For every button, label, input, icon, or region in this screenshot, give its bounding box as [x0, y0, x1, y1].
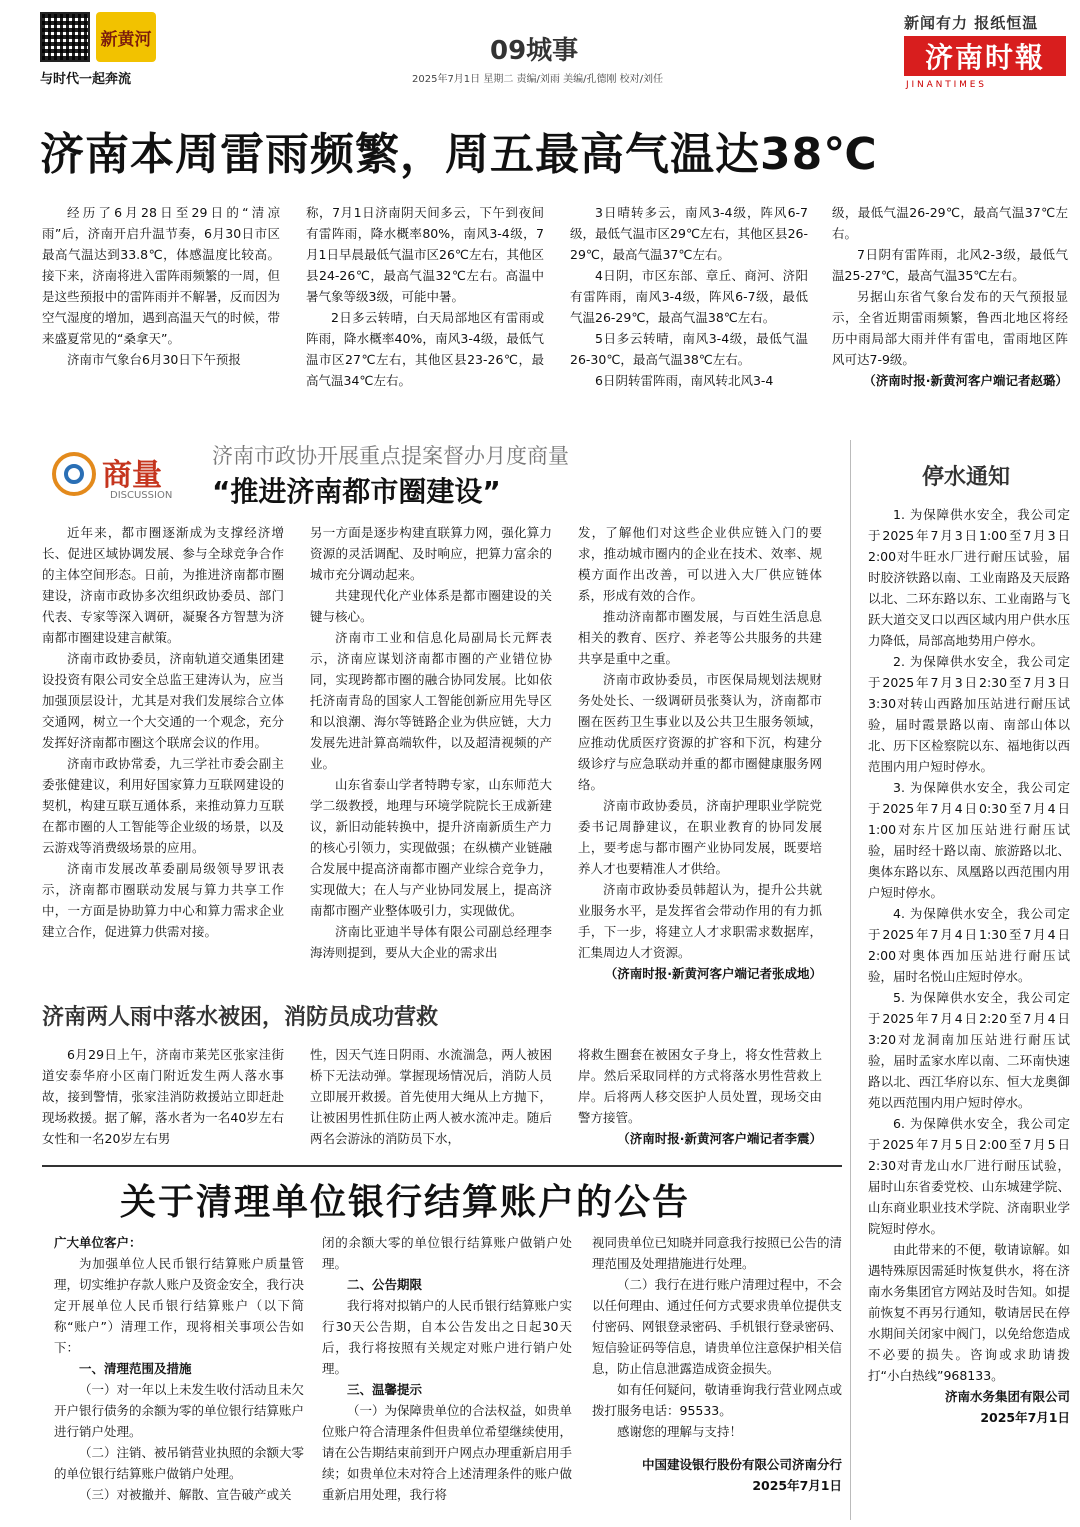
page-label: 09城事: [490, 36, 579, 66]
paragraph: 近年来，都市圈逐渐成为支撑经济增长、促进区域协调发展、参与全球竞争合作的主体空间形态。日前，为推进济南都市圈建设，济南市政协多次组织政协委员、部门代表、专家等深入调研，凝聚各方智慧为济南都市圈建设建言献策。: [42, 525, 284, 645]
weather-col-2: [306, 202, 544, 392]
paragraph: 5. 为保障供水安全，我公司定于2025年7月4日2:20至7月4日3:20对龙洞南加压站进行耐压试验，届时孟家水库以南、二环南快速路以北、西江华府以东、恒大龙奥御苑以西范围内用户短时停水。: [868, 990, 1070, 1110]
paragraph: 2. 为保障供水安全，我公司定于2025年7月3日2:30至7月3日3:30对转山西路加压站进行耐压试验，届时霞景路以南、南部山体以北、历下区检察院以东、福地街以西范围内用户短时停水。: [868, 654, 1070, 774]
paragraph: 济南市政协委员，市医保局规划法规财务处处长、一级调研员张葵认为，济南都市圈在医药卫生事业以及公共卫生服务领域，应推动优质医疗资源的扩容和下沉，构建分级诊疗与应急联动并重的都市圈健康服务网络。: [578, 672, 822, 792]
paragraph: （一）为保障贵单位的合法权益，如贵单位账户符合清理条件但贵单位希望继续使用，请在公告期结束前到开户网点办理重新启用手续；如贵单位未对符合上述清理条件的账户做重新启用处理，我行将: [322, 1403, 573, 1502]
paragraph: 6月29日上午，济南市莱芜区张家洼街道安泰华府小区南门附近发生两人落水事故，接到警情，张家洼消防救援站立即赶赴现场救援。据了解，落水者为一名40岁左右女性和一名20岁左右男: [42, 1047, 284, 1146]
slogan-left: 与时代一起奔流: [40, 72, 132, 87]
water-notice-body: [868, 504, 1070, 1522]
slogan-right: 新闻有力 报纸恒温: [904, 14, 1039, 32]
paragraph: 济南市发展改革委副局级领导罗讯表示，济南都市圈联动发展与算力共享工作中，一方面是协助算力中心和算力需求企业建立合作，促进算力供需对接。: [42, 861, 284, 939]
discussion-logo-icon: [52, 452, 96, 496]
bank-date: 2025年7月1日: [752, 1478, 842, 1493]
section-heading: 二、公告期限: [347, 1277, 423, 1292]
paragraph: 闭的余额大零的单位银行结算账户做销户处理。: [322, 1235, 572, 1271]
weather-col-1: [42, 202, 280, 392]
paragraph: 级，最低气温26-29℃，最高气温37℃左右。: [832, 205, 1068, 241]
rescue-col-2: [310, 1044, 552, 1154]
paragraph: 4. 为保障供水安全，我公司定于2025年7月4日1:30至7月4日2:00对奥体西加压站进行耐压试验，届时名悦山庄短时停水。: [868, 906, 1070, 984]
discussion-col-2: [310, 522, 552, 966]
salutation: 广大单位客户：: [54, 1235, 142, 1250]
rescue-col-3: [578, 1044, 822, 1154]
paragraph: 济南市政协委员，济南护理职业学院党委书记周静建议，在职业教育的协同发展上，要考虑与都市圈产业协同发展，既要培养人才也要精准人才供给。: [578, 798, 822, 876]
paragraph: 我行将对拟销户的人民币银行结算账户实行30天公告期，自本公告发出之日起30天后，我行将按照有关规定对账户进行销户处理。: [322, 1298, 573, 1376]
paragraph: 为加强单位人民币银行结算账户质量管理，切实维护存款人账户及资金安全，我行决定开展单位人民币银行结算账户（以下简称“账户”）清理工作，现将相关事项公告如下：: [54, 1256, 305, 1355]
weather-col-4: [832, 202, 1068, 392]
section-heading: 一、清理范围及措施: [79, 1361, 192, 1376]
weather-col-3: [570, 202, 808, 392]
divider: [42, 1165, 842, 1167]
paragraph: 经历了6月28日至29日的“清凉雨”后，济南开启升温节奏，6月30日市区最高气温达到33.8℃，体感温度比较高。接下来，济南将进入雷阵雨频繁的一周，但是这些预报中的雷阵雨并不解暑，反而因为空气湿度的增加，遇到高温天气的时候，带来盛夏常见的“桑拿天”。: [42, 205, 280, 346]
bank-notice-headline: 关于清理单位银行结算账户的公告: [120, 1182, 691, 1223]
paragraph: 视同贵单位已知晓并同意我行按照已公告的清理范围及处理措施进行处理。: [592, 1235, 843, 1271]
bank-notice-col-3: [592, 1232, 842, 1522]
paragraph: 济南比亚迪半导体有限公司副总经理李海涛则提到，要从大企业的需求出: [310, 924, 552, 960]
paragraph: 1. 为保障供水安全，我公司定于2025年7月3日1:00至7月3日2:00对牛旺水厂进行耐压试验，届时胶济铁路以南、工业南路及天辰路以北、二环东路以东、工业南路与飞跃大道交叉口以西区域内用户供水压力降低，局部高地势用户停水。: [868, 507, 1070, 648]
paper-name-en: J I N A N T I M E S: [906, 80, 984, 90]
paragraph: （一）对一年以上未发生收付活动且未欠开户银行债务的余额为零的单位银行结算账户进行销户处理。: [54, 1382, 305, 1439]
water-notice-title: 停水通知: [922, 465, 1011, 490]
paragraph: 另一方面是逐步构建直联算力网，强化算力资源的灵活调配、及时响应，把算力富余的城市充分调动起来。: [310, 525, 552, 582]
paragraph: 济南市政协常委，九三学社市委会副主委张健建议，利用好国家算力互联网建设的契机，构建互联互通体系，来推动算力互联在都市圈的人工智能等企业级的场景，以及云游戏等消费级场景的应用。: [42, 756, 284, 855]
qr-code: [40, 12, 90, 62]
discussion-kicker: 济南市政协开展重点提案督办月度商量: [212, 444, 569, 468]
paragraph: 性，因天气连日阴雨、水流湍急，两人被困桥下无法动弹。掌握现场情况后，消防人员立即展开救援。首先使用大绳从上方抛下，让被困男性抓住防止两人被水流冲走。随后两名会游泳的消防员下水，: [310, 1047, 552, 1146]
paragraph: 3. 为保障供水安全，我公司定于2025年7月4日0:30至7月4日1:00对东片区加压站进行耐压试验，届时经十路以南、旅游路以北、奥体东路以东、凤凰路以西范围内用户短时停水。: [868, 780, 1070, 900]
section-heading: 三、温馨提示: [347, 1382, 423, 1397]
jinan-times-logo: 济南时報: [904, 36, 1066, 76]
xinhuanghe-logo: 新黄河: [96, 12, 156, 62]
paragraph: 感谢您的理解与支持！: [617, 1424, 743, 1439]
paragraph: 共建现代化产业体系是都市圈建设的关键与核心。: [310, 588, 552, 624]
weather-headline: 济南本周雷雨频繁，周五最高气温达38℃: [40, 129, 878, 180]
water-signer: 济南水务集团有限公司: [944, 1389, 1070, 1404]
byline: （济南时报·新黄河客户端记者张成地）: [604, 966, 822, 981]
paragraph: 4日阴，市区东部、章丘、商河、济阳有雷阵雨，南风3-4级，阵风6-7级，最低气温26-29℃，最高气温38℃左右。: [570, 268, 808, 325]
paragraph: （二）我行在进行账户清理过程中，不会以任何理由、通过任何方式要求贵单位提供支付密码、网银登录密码、手机银行登录密码、短信验证码等信息，请贵单位注意保护相关信息，防止信息泄露造成资金损失。: [592, 1277, 843, 1376]
paragraph: 称，7月1日济南阴天间多云，下午到夜间有雷阵雨，降水概率80%，南风3-4级，7月1日早晨最低气温市区26℃左右，其他区县24-26℃，最高气温32℃左右。高温中暑气象等级3级，可能中暑。: [306, 205, 544, 304]
paragraph: 2日多云转晴，白天局部地区有雷雨或阵雨，降水概率40%，南风3-4级，最低气温市区27℃左右，其他区县23-26℃，最高气温34℃左右。: [306, 310, 544, 388]
column-divider: [850, 440, 851, 1520]
rescue-headline: 济南两人雨中落水被困，消防员成功营救: [42, 1005, 439, 1030]
rescue-col-1: [42, 1044, 284, 1154]
paragraph: 6. 为保障供水安全，我公司定于2025年7月5日2:00至7月5日2:30对青龙山水厂进行耐压试验，届时山东省委党校、山东城建学院、山东商业职业技术学院、济南职业学院短时停水。: [868, 1116, 1070, 1236]
paragraph: 济南市政协委员，济南轨道交通集团建设投资有限公司安全总监王建涛认为，应当加强顶层设计，尤其是对我们发展综合立体交通网，树立一个大交通的一个观念，充分发挥好济南都市圈这个联席会议的作用。: [42, 651, 284, 750]
paragraph: 由此带来的不便，敬请谅解。如遇特殊原因需延时恢复供水，将在济南水务集团官方网站及时告知。如提前恢复不再另行通知，敬请居民在停水期间关闭家中阀门，以免给您造成不必要的损失。咨询或求助请拨打“小白热线”968133。: [868, 1242, 1070, 1383]
bank-signer: 中国建设银行股份有限公司济南分行: [641, 1457, 842, 1472]
byline: （济南时报·新黄河客户端记者赵璐）: [863, 373, 1068, 388]
paragraph: （二）注销、被吊销营业执照的余额大零的单位银行结算账户做销户处理。: [54, 1445, 305, 1481]
bank-notice-col-1: [54, 1232, 304, 1522]
paragraph: 将救生圈套在被困女子身上，将女性营救上岸。然后采取同样的方式将落水男性营救上岸。后将两人移交医护人员处置，现场交由警方接管。: [578, 1047, 822, 1125]
discussion-headline: “推进济南都市圈建设”: [212, 475, 501, 508]
paragraph: 山东省泰山学者特聘专家，山东师范大学二级教授，地理与环境学院院长王成新建议，新旧动能转换中，提升济南新质生产力的核心引领力，实现做强；在纵横产业链融合发展中提高济南都市圈产业综合竞争力，实现做大；在人与产业协同发展上，提高济南都市圈产业整体吸引力，实现做优。: [310, 777, 552, 918]
paragraph: 3日晴转多云，南风3-4级，阵风6-7级，最低气温市区29℃左右，其他区县26-29℃，最高气温37℃左右。: [570, 205, 808, 262]
paragraph: 另据山东省气象台发布的天气预报显示，全省近期雷雨频繁，鲁西北地区将经历中雨局部大雨并伴有雷电，雷雨地区阵风可达7-9级。: [832, 289, 1068, 367]
water-date: 2025年7月1日: [980, 1410, 1070, 1425]
paragraph: 发，了解他们对这些企业供应链入门的要求，推动城市圈内的企业在技术、效率、规模方面作出改善，可以进入大厂供应链体系，形成有效的合作。: [578, 525, 822, 603]
paragraph: 7日阴有雷阵雨，北风2-3级，最低气温25-27℃，最高气温35℃左右。: [832, 247, 1068, 283]
discussion-badge: 商量: [102, 458, 162, 493]
byline: （济南时报·新黄河客户端记者李震）: [617, 1131, 822, 1146]
paragraph: 济南市气象台6月30日下午预报: [67, 352, 241, 367]
paragraph: （三）对被撤并、解散、宣告破产或关: [79, 1487, 292, 1502]
bank-notice-col-2: [322, 1232, 572, 1522]
issue-line: 2025年7月1日 星期二 责编/刘雨 美编/孔德刚 校对/刘任: [412, 74, 663, 85]
paragraph: 5日多云转晴，南风3-4级，最低气温26-30℃，最高气温38℃左右。: [570, 331, 808, 367]
discussion-badge-en: DISCUSSION: [110, 490, 173, 501]
paragraph: 济南市政协委员韩超认为，提升公共就业服务水平，是发挥省会带动作用的有力抓手，下一步，将建立人才求职需求数据库，汇集周边人才资源。: [578, 882, 822, 960]
paragraph: 推动济南都市圈发展，与百姓生活息息相关的教育、医疗、养老等公共服务的共建共享是重中之重。: [578, 609, 822, 666]
discussion-col-1: [42, 522, 284, 966]
paragraph: 6日阴转雷阵雨，南风转北风3-4: [595, 373, 774, 388]
paragraph: 如有任何疑问，敬请垂询我行营业网点或拨打服务电话：95533。: [592, 1382, 843, 1418]
paragraph: 济南市工业和信息化局副局长元辉表示，济南应谋划济南都市圈的产业错位协同，实现跨都市圈的融合协同发展。比如依托济南青岛的国家人工智能创新应用先导区和以浪潮、海尔等链路企业为供应链，大力发展先进計算高端软件，以及超清视频的产业。: [310, 630, 552, 771]
discussion-col-3: [578, 522, 822, 981]
